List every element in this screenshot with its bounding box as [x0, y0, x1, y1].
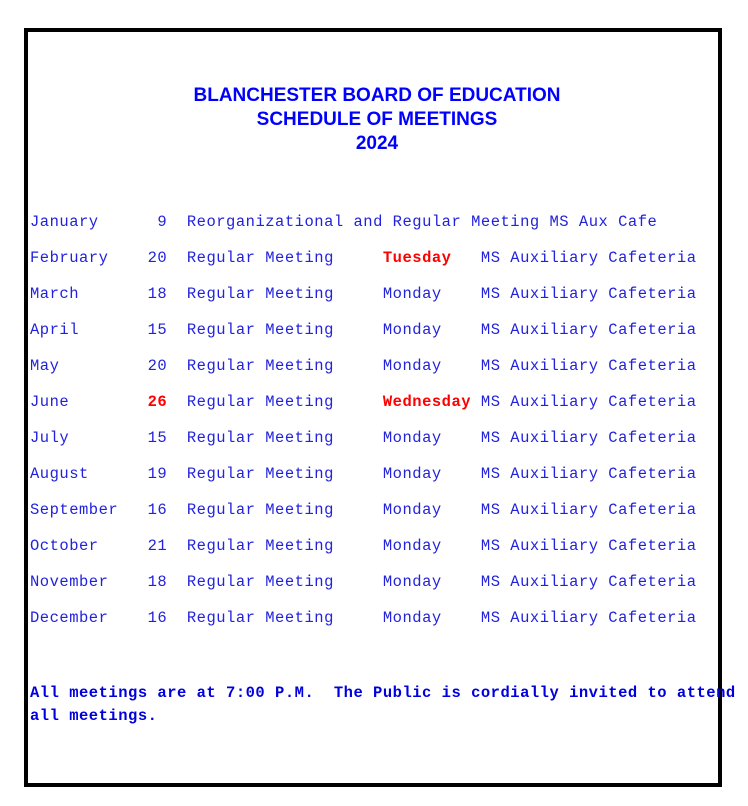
schedule-day: 18	[137, 285, 187, 303]
schedule-weekday: Monday	[382, 609, 481, 627]
schedule-row	[30, 420, 726, 456]
schedule-month: November	[30, 573, 138, 591]
schedule-location: MS Auxiliary Cafeteria	[480, 537, 697, 555]
schedule-row	[30, 492, 726, 528]
schedule-location: MS Auxiliary Cafeteria	[480, 609, 697, 627]
schedule-day: 26	[137, 393, 187, 411]
schedule-month: February	[30, 249, 138, 267]
schedule-purpose: Regular Meeting	[186, 573, 383, 591]
schedule-month: June	[30, 393, 138, 411]
schedule-location: MS Auxiliary Cafeteria	[480, 357, 697, 375]
schedule-month: March	[30, 285, 138, 303]
schedule-month: July	[30, 429, 138, 447]
schedule-location: MS Auxiliary Cafeteria	[480, 285, 697, 303]
schedule-day: 19	[137, 465, 187, 483]
meeting-schedule-list	[30, 204, 726, 636]
schedule-weekday: Monday	[382, 573, 481, 591]
title-line-year: 2024	[355, 133, 399, 154]
schedule-weekday: Monday	[382, 501, 481, 519]
schedule-day: 20	[137, 249, 187, 267]
schedule-month: August	[30, 465, 138, 483]
schedule-month: October	[30, 537, 138, 555]
schedule-row	[30, 312, 726, 348]
schedule-month: April	[30, 321, 138, 339]
schedule-purpose: Regular Meeting	[186, 501, 383, 519]
schedule-row	[30, 348, 726, 384]
schedule-day: 18	[137, 573, 187, 591]
schedule-weekday: Monday	[382, 321, 481, 339]
schedule-location: MS Auxiliary Cafeteria	[480, 573, 697, 591]
schedule-weekday: Tuesday	[382, 249, 481, 267]
schedule-month: January	[30, 213, 138, 231]
title-line-subject: SCHEDULE OF MEETINGS	[256, 109, 498, 130]
schedule-purpose: Regular Meeting	[186, 609, 383, 627]
schedule-month: December	[30, 609, 138, 627]
schedule-weekday: Monday	[382, 429, 481, 447]
footer-line-1: All meetings are at 7:00 P.M. The Public is cordially invited to attend	[30, 684, 736, 702]
schedule-row	[30, 384, 726, 420]
schedule-weekday: Wednesday	[382, 393, 481, 411]
footer-note	[30, 682, 736, 728]
footer-line-2: all meetings.	[30, 707, 158, 725]
schedule-location: MS Auxiliary Cafeteria	[480, 465, 697, 483]
schedule-location: MS Auxiliary Cafeteria	[480, 429, 697, 447]
schedule-day: 9	[137, 213, 187, 231]
schedule-purpose: Regular Meeting	[186, 249, 383, 267]
schedule-location: MS Auxiliary Cafeteria	[480, 321, 697, 339]
schedule-row	[30, 600, 726, 636]
schedule-day: 16	[137, 609, 187, 627]
title-line-organization: BLANCHESTER BOARD OF EDUCATION	[193, 85, 561, 106]
schedule-purpose: Regular Meeting	[186, 357, 383, 375]
schedule-weekday: Monday	[382, 357, 481, 375]
schedule-purpose: Regular Meeting	[186, 393, 383, 411]
schedule-weekday: Monday	[382, 465, 481, 483]
schedule-day: 21	[137, 537, 187, 555]
schedule-purpose: Reorganizational and Regular Meeting MS Aux Cafe	[186, 213, 658, 231]
schedule-purpose: Regular Meeting	[186, 285, 383, 303]
schedule-weekday: Monday	[382, 285, 481, 303]
schedule-weekday: Monday	[382, 537, 481, 555]
document-content	[28, 32, 736, 791]
schedule-location: MS Auxiliary Cafeteria	[480, 501, 697, 519]
schedule-day: 15	[137, 321, 187, 339]
schedule-location: MS Auxiliary Cafeteria	[480, 393, 697, 411]
schedule-day: 16	[137, 501, 187, 519]
schedule-purpose: Regular Meeting	[186, 465, 383, 483]
schedule-location: MS Auxiliary Cafeteria	[480, 249, 697, 267]
schedule-row	[30, 276, 726, 312]
schedule-day: 15	[137, 429, 187, 447]
schedule-purpose: Regular Meeting	[186, 537, 383, 555]
schedule-row	[30, 204, 726, 240]
schedule-row	[30, 564, 726, 600]
schedule-row	[30, 528, 726, 564]
schedule-month: May	[30, 357, 138, 375]
schedule-month: September	[30, 501, 138, 519]
document-border-frame	[24, 28, 736, 787]
schedule-row	[30, 240, 726, 276]
schedule-purpose: Regular Meeting	[186, 321, 383, 339]
schedule-row	[30, 456, 726, 492]
schedule-purpose: Regular Meeting	[186, 429, 383, 447]
schedule-day: 20	[137, 357, 187, 375]
document-title-block	[28, 84, 726, 156]
